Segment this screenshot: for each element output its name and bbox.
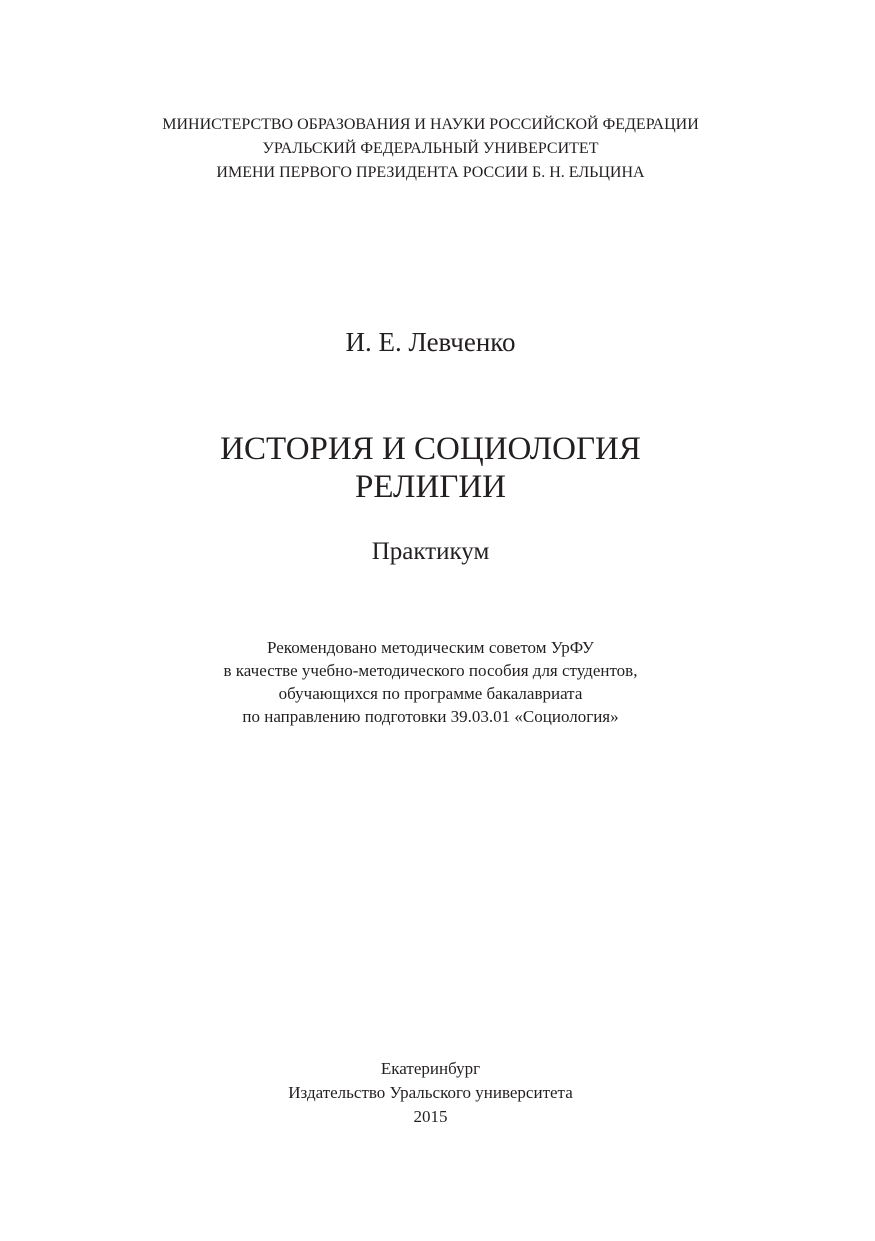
book-subtitle: Практикум bbox=[371, 538, 490, 565]
publisher-imprint bbox=[0, 1057, 861, 1129]
recommendation-line-2: в качестве учебно-методического пособия для студентов, bbox=[223, 661, 638, 680]
ministry-line: МИНИСТЕРСТВО ОБРАЗОВАНИЯ И НАУКИ РОССИЙСКОЙ ФЕДЕРАЦИИ bbox=[162, 116, 699, 133]
university-line: УРАЛЬСКИЙ ФЕДЕРАЛЬНЫЙ УНИВЕРСИТЕТ bbox=[262, 140, 599, 157]
recommendation-line-3: обучающихся по программе бакалавриата bbox=[278, 684, 583, 703]
imprint-publisher: Издательство Уральского университета bbox=[288, 1083, 573, 1102]
imprint-year: 2015 bbox=[413, 1107, 448, 1126]
book-title-line-1: ИСТОРИЯ И СОЦИОЛОГИЯ bbox=[220, 431, 641, 467]
university-dedication-line: ИМЕНИ ПЕРВОГО ПРЕЗИДЕНТА РОССИИ Б. Н. ЕЛЬЦИНА bbox=[216, 164, 645, 181]
recommendation-line-1: Рекомендовано методическим советом УрФУ bbox=[267, 638, 594, 657]
book-title-line-2: РЕЛИГИИ bbox=[354, 469, 507, 505]
recommendation-note bbox=[0, 636, 861, 728]
recommendation-line-4: по направлению подготовки 39.03.01 «Социология» bbox=[242, 707, 619, 726]
imprint-city: Екатеринбург bbox=[380, 1059, 481, 1078]
author-name: И. Е. Левченко bbox=[345, 327, 516, 357]
institution-header bbox=[0, 113, 861, 185]
book-title bbox=[0, 430, 861, 506]
